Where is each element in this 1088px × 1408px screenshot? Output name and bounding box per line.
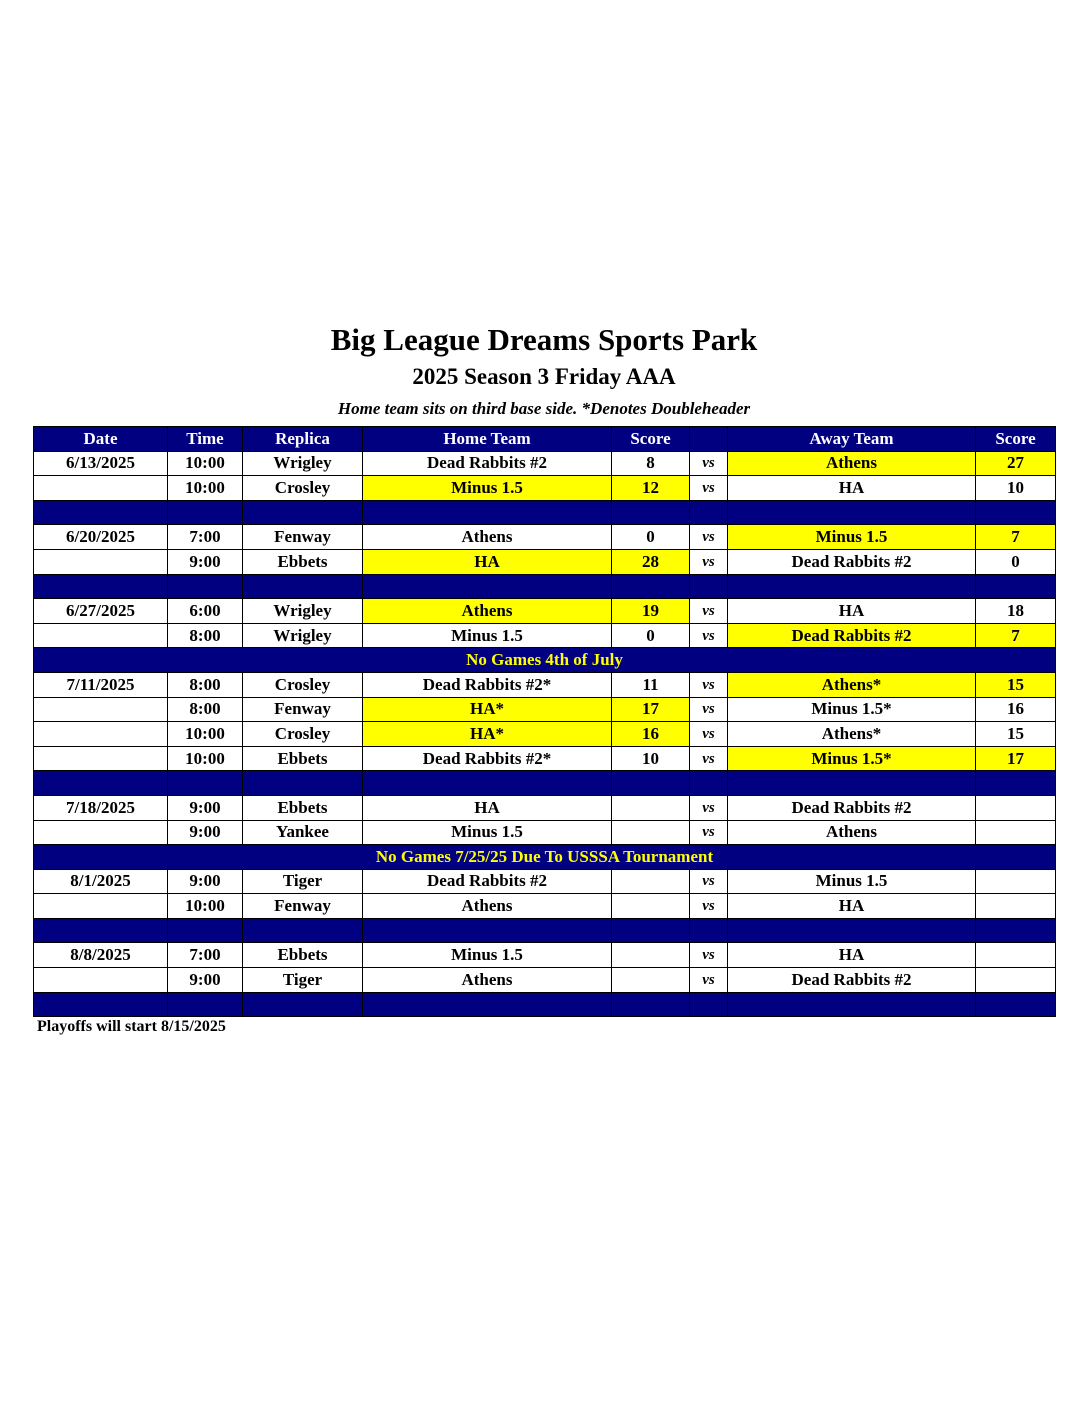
separator-cell [612, 500, 690, 525]
table-row [34, 746, 1056, 771]
replica-cell: Ebbets [243, 746, 363, 771]
vs-label: vs [690, 672, 728, 697]
separator-row [34, 918, 1056, 943]
home-score-cell [612, 968, 690, 993]
replica-cell: Wrigley [243, 623, 363, 648]
table-row [34, 525, 1056, 550]
away-team-cell: HA [728, 894, 976, 919]
col-header-vs [690, 427, 728, 452]
table-row [34, 451, 1056, 476]
separator-cell [243, 771, 363, 796]
separator-cell [728, 992, 976, 1017]
time-cell: 8:00 [168, 697, 243, 722]
table-row [34, 795, 1056, 820]
separator-row [34, 500, 1056, 525]
vs-label: vs [690, 525, 728, 550]
home-team-cell: Athens [363, 525, 612, 550]
date-cell: 6/13/2025 [34, 451, 168, 476]
vs-label: vs [690, 869, 728, 894]
time-cell: 9:00 [168, 968, 243, 993]
date-cell: 8/1/2025 [34, 869, 168, 894]
away-team-cell: Minus 1.5 [728, 525, 976, 550]
table-row [34, 476, 1056, 501]
table-row [34, 722, 1056, 747]
away-score-cell [976, 894, 1056, 919]
separator-row [34, 574, 1056, 599]
notice-text: No Games 4th of July [34, 648, 1056, 673]
separator-cell [168, 771, 243, 796]
replica-cell: Crosley [243, 476, 363, 501]
separator-row [34, 992, 1056, 1017]
home-score-cell: 0 [612, 525, 690, 550]
table-header-row [34, 427, 1056, 452]
replica-cell: Fenway [243, 894, 363, 919]
away-score-cell: 27 [976, 451, 1056, 476]
separator-cell [243, 992, 363, 1017]
date-cell [34, 697, 168, 722]
home-team-cell: Dead Rabbits #2* [363, 672, 612, 697]
vs-label: vs [690, 476, 728, 501]
home-score-cell [612, 869, 690, 894]
separator-cell [976, 992, 1056, 1017]
home-score-cell: 10 [612, 746, 690, 771]
home-team-cell: Athens [363, 968, 612, 993]
home-team-cell: Dead Rabbits #2 [363, 451, 612, 476]
separator-cell [612, 992, 690, 1017]
separator-cell [976, 771, 1056, 796]
separator-cell [363, 574, 612, 599]
date-cell: 7/11/2025 [34, 672, 168, 697]
separator-cell [690, 918, 728, 943]
home-score-cell: 0 [612, 623, 690, 648]
separator-cell [728, 771, 976, 796]
separator-cell [34, 992, 168, 1017]
separator-cell [34, 918, 168, 943]
vs-label: vs [690, 549, 728, 574]
separator-cell [690, 992, 728, 1017]
date-cell [34, 968, 168, 993]
col-header-replica: Replica [243, 427, 363, 452]
table-row [34, 869, 1056, 894]
away-team-cell: Athens* [728, 672, 976, 697]
home-score-cell [612, 894, 690, 919]
time-cell: 10:00 [168, 722, 243, 747]
date-cell [34, 722, 168, 747]
home-score-cell [612, 820, 690, 845]
page-subtitle: 2025 Season 3 Friday AAA [412, 364, 676, 389]
separator-cell [728, 500, 976, 525]
date-cell: 6/27/2025 [34, 599, 168, 624]
away-team-cell: Minus 1.5* [728, 697, 976, 722]
date-cell [34, 623, 168, 648]
table-row [34, 697, 1056, 722]
date-cell [34, 894, 168, 919]
away-score-cell: 18 [976, 599, 1056, 624]
home-score-cell: 17 [612, 697, 690, 722]
home-team-cell: Minus 1.5 [363, 476, 612, 501]
vs-label: vs [690, 943, 728, 968]
time-cell: 10:00 [168, 476, 243, 501]
table-row [34, 599, 1056, 624]
home-team-cell: HA [363, 549, 612, 574]
time-cell: 10:00 [168, 894, 243, 919]
notice-text: No Games 7/25/25 Due To USSSA Tournament [34, 845, 1056, 870]
home-team-cell: HA* [363, 722, 612, 747]
away-team-cell: Athens [728, 820, 976, 845]
vs-label: vs [690, 820, 728, 845]
separator-cell [363, 500, 612, 525]
separator-cell [34, 574, 168, 599]
date-cell [34, 746, 168, 771]
vs-label: vs [690, 697, 728, 722]
separator-cell [363, 918, 612, 943]
replica-cell: Crosley [243, 672, 363, 697]
col-header-date: Date [34, 427, 168, 452]
time-cell: 8:00 [168, 672, 243, 697]
time-cell: 9:00 [168, 869, 243, 894]
home-score-cell: 16 [612, 722, 690, 747]
schedule-note: Home team sits on third base side. *Denotes Doubleheader [337, 399, 751, 418]
time-cell: 6:00 [168, 599, 243, 624]
replica-cell: Fenway [243, 697, 363, 722]
home-team-cell: HA [363, 795, 612, 820]
home-score-cell: 12 [612, 476, 690, 501]
replica-cell: Ebbets [243, 795, 363, 820]
col-header-away-score: Score [976, 427, 1056, 452]
date-cell: 6/20/2025 [34, 525, 168, 550]
time-cell: 9:00 [168, 549, 243, 574]
away-score-cell [976, 943, 1056, 968]
separator-cell [690, 771, 728, 796]
away-score-cell [976, 869, 1056, 894]
home-score-cell: 11 [612, 672, 690, 697]
separator-row [34, 771, 1056, 796]
time-cell: 8:00 [168, 623, 243, 648]
table-row [34, 549, 1056, 574]
away-team-cell: HA [728, 599, 976, 624]
separator-cell [243, 500, 363, 525]
notice-row [34, 648, 1056, 673]
separator-cell [243, 574, 363, 599]
separator-cell [612, 918, 690, 943]
home-team-cell: Minus 1.5 [363, 623, 612, 648]
date-cell [34, 476, 168, 501]
vs-label: vs [690, 599, 728, 624]
separator-cell [976, 500, 1056, 525]
time-cell: 9:00 [168, 795, 243, 820]
col-header-home-team: Home Team [363, 427, 612, 452]
home-team-cell: HA* [363, 697, 612, 722]
table-row [34, 820, 1056, 845]
away-score-cell: 15 [976, 722, 1056, 747]
page-title: Big League Dreams Sports Park [330, 322, 758, 357]
home-score-cell [612, 943, 690, 968]
away-score-cell [976, 820, 1056, 845]
table-row [34, 943, 1056, 968]
away-score-cell: 15 [976, 672, 1056, 697]
home-team-cell: Athens [363, 894, 612, 919]
away-score-cell: 7 [976, 525, 1056, 550]
away-team-cell: Dead Rabbits #2 [728, 623, 976, 648]
away-score-cell: 10 [976, 476, 1056, 501]
schedule-table [33, 426, 1056, 1017]
col-header-time: Time [168, 427, 243, 452]
separator-cell [243, 918, 363, 943]
separator-cell [728, 918, 976, 943]
separator-cell [34, 500, 168, 525]
table-row [34, 894, 1056, 919]
separator-cell [690, 574, 728, 599]
col-header-home-score: Score [612, 427, 690, 452]
replica-cell: Tiger [243, 869, 363, 894]
replica-cell: Wrigley [243, 451, 363, 476]
replica-cell: Yankee [243, 820, 363, 845]
away-score-cell: 0 [976, 549, 1056, 574]
away-team-cell: Athens [728, 451, 976, 476]
col-header-away-team: Away Team [728, 427, 976, 452]
away-team-cell: HA [728, 476, 976, 501]
separator-cell [168, 500, 243, 525]
date-cell: 8/8/2025 [34, 943, 168, 968]
replica-cell: Fenway [243, 525, 363, 550]
replica-cell: Tiger [243, 968, 363, 993]
home-team-cell: Dead Rabbits #2 [363, 869, 612, 894]
notice-row [34, 845, 1056, 870]
schedule-body [34, 451, 1056, 1017]
away-team-cell: HA [728, 943, 976, 968]
table-row [34, 968, 1056, 993]
vs-label: vs [690, 894, 728, 919]
table-row [34, 672, 1056, 697]
away-team-cell: Dead Rabbits #2 [728, 795, 976, 820]
vs-label: vs [690, 623, 728, 648]
away-team-cell: Dead Rabbits #2 [728, 968, 976, 993]
vs-label: vs [690, 722, 728, 747]
home-score-cell [612, 795, 690, 820]
home-team-cell: Athens [363, 599, 612, 624]
home-team-cell: Minus 1.5 [363, 820, 612, 845]
separator-cell [690, 500, 728, 525]
separator-cell [363, 992, 612, 1017]
separator-cell [612, 771, 690, 796]
date-cell [34, 549, 168, 574]
away-team-cell: Athens* [728, 722, 976, 747]
time-cell: 9:00 [168, 820, 243, 845]
table-row [34, 623, 1056, 648]
time-cell: 7:00 [168, 525, 243, 550]
time-cell: 10:00 [168, 746, 243, 771]
replica-cell: Ebbets [243, 943, 363, 968]
home-score-cell: 19 [612, 599, 690, 624]
separator-cell [976, 574, 1056, 599]
home-team-cell: Dead Rabbits #2* [363, 746, 612, 771]
replica-cell: Ebbets [243, 549, 363, 574]
away-score-cell: 7 [976, 623, 1056, 648]
away-score-cell [976, 968, 1056, 993]
separator-cell [612, 574, 690, 599]
date-cell: 7/18/2025 [34, 795, 168, 820]
time-cell: 7:00 [168, 943, 243, 968]
separator-cell [34, 771, 168, 796]
away-score-cell: 17 [976, 746, 1056, 771]
playoffs-note: Playoffs will start 8/15/2025 [37, 1018, 226, 1035]
separator-cell [728, 574, 976, 599]
separator-cell [363, 771, 612, 796]
home-score-cell: 28 [612, 549, 690, 574]
vs-label: vs [690, 451, 728, 476]
away-team-cell: Dead Rabbits #2 [728, 549, 976, 574]
date-cell [34, 820, 168, 845]
vs-label: vs [690, 795, 728, 820]
vs-label: vs [690, 968, 728, 993]
home-score-cell: 8 [612, 451, 690, 476]
vs-label: vs [690, 746, 728, 771]
replica-cell: Wrigley [243, 599, 363, 624]
away-team-cell: Minus 1.5* [728, 746, 976, 771]
separator-cell [168, 918, 243, 943]
away-team-cell: Minus 1.5 [728, 869, 976, 894]
away-score-cell: 16 [976, 697, 1056, 722]
replica-cell: Crosley [243, 722, 363, 747]
home-team-cell: Minus 1.5 [363, 943, 612, 968]
separator-cell [168, 574, 243, 599]
away-score-cell [976, 795, 1056, 820]
separator-cell [976, 918, 1056, 943]
time-cell: 10:00 [168, 451, 243, 476]
separator-cell [168, 992, 243, 1017]
